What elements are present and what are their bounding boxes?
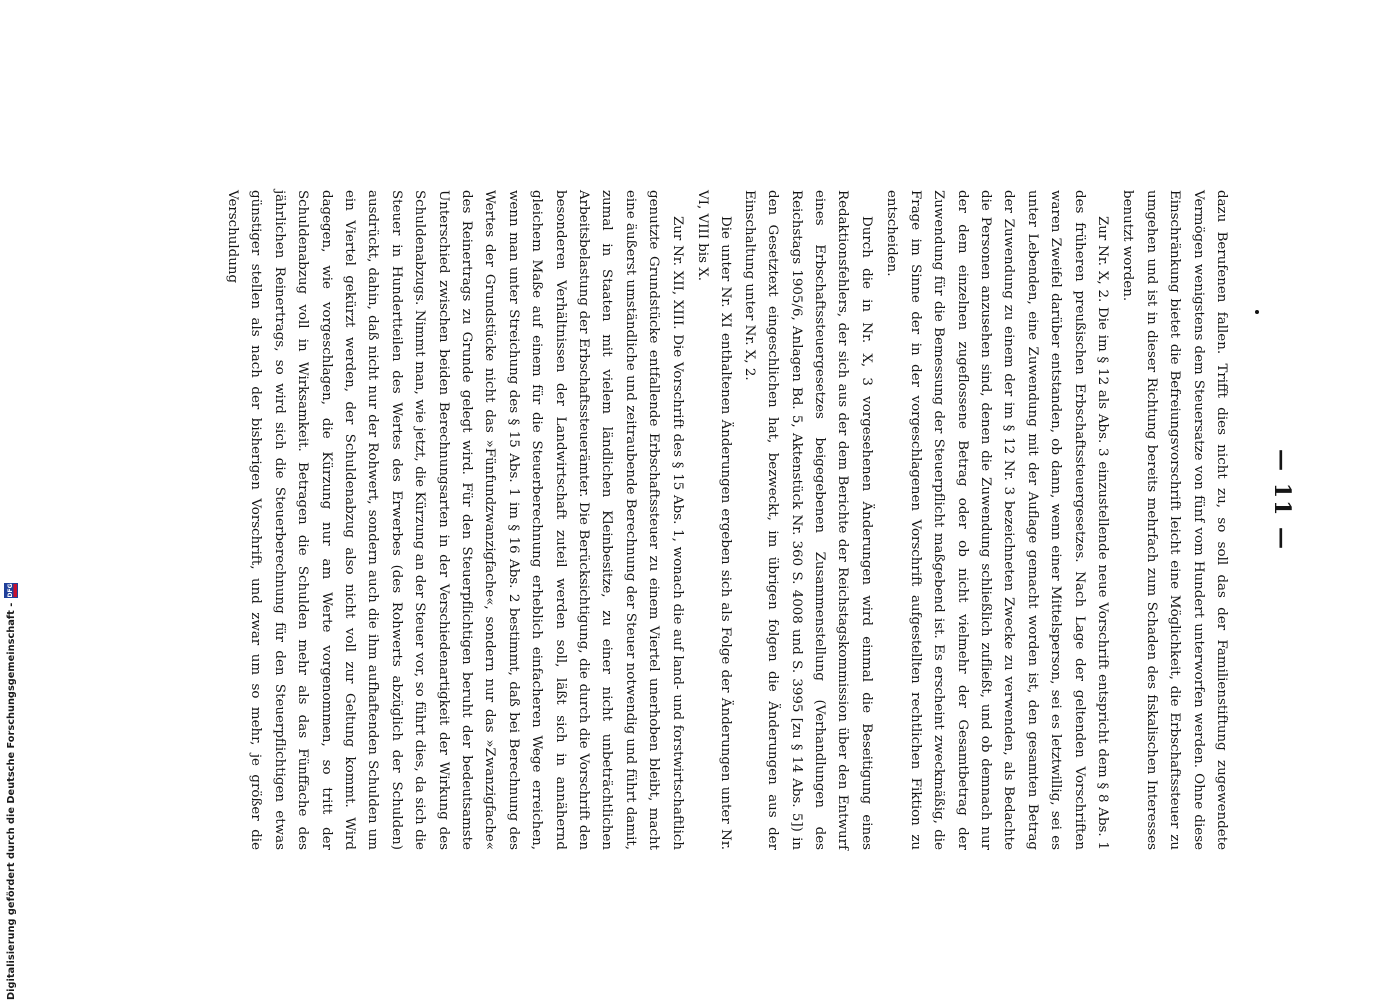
ink-dot	[1255, 310, 1259, 314]
paragraph-nr-x-3: Durch die in Nr. X, 3 vorgesehenen Änderungen wird einmal die Beseitigung eines Redaktionsfehlers, der sich aus der dem Berichte der Reichstagskommission über den Entwurf eines Erbschaftssteuergesetzes beigegebenen Zusammenstellung (Verhandlungen des Reichstags 1905/6, Anlagen Bd. 5, Aktenstück Nr. 360 S. 4008 und S. 3995 [zu § 14 Abs. 5]) in den Gesetztext eingeschlichen hat, bezweckt, im übrigen folgen die Änderungen aus der Einschaltung unter Nr. X, 2.	[741, 190, 874, 850]
paragraph-nr-xii-xiii: Zur Nr. XII, XIII. Die Vorschrift des § 15 Abs. 1, wonach die auf land- und forstwirtschaftlich genutzte Grundstücke entfallende Erbschaftssteuer zu einem Viertel unerhoben bleibt, macht eine äußerst umständliche und zeitraubende Berechnung der Steuer notwendig und führt damit, zumal in Staaten mit vielem ländlichen Kleinbesitze, zu einer nicht unbeträchtlichen Arbeitsbelastung der Erbschaftssteuerämter. Die Berücksichtigung, die durch die Vorschrift den besonderen Verhältnissen der Landwirtschaft zuteil werden soll, läßt sich in annähernd gleichem Maße auf einem für die Steuerberechnung erheblich einfacheren Wege erreichen, wenn man unter Streichung des § 15 Abs. 1 im § 16 Abs. 2 bestimmt, daß bei Berechnung des Wertes der Grundstücke nicht das »Fünfundzwanzigfache«, sondern nur das »Zwanzigfache« des Reinertrags zu Grunde gelegt wird. Für den Steuerpflichtigen beruht der bedeutsamste Unterschied zwischen beiden Berechnungsarten in der Verschiedenartigkeit der Wirkung des Schuldenabzugs. Nimmt man, wie jetzt, die Kürzung an der Steuer vor, so führt dies, da sich die Steuer in Hundertteilen des Wertes des Erwerbes (des Rohwerts abzüglich der Schulden) ausdrückt, dahin, daß nicht nur der Rohwert, sondern auch die ihm aufhaftenden Schulden um ein Viertel gekürzt werden, der Schuldenabzug also nicht voll zur Geltung kommt. Wird dagegen, wie vorgeschlagen, die Kürzung nur am Werte vorgenommen, so tritt der Schuldenabzug voll in Wirksamkeit. Betragen die Schulden mehr als das Fünffache des jährlichen Reinertrags, so wird sich die Steuerberechnung für den Steuerpflichtigen etwas günstiger stellen als nach der bisherigen Vorschrift, und zwar um so mehr, je größer die Verschuldung	[224, 190, 685, 850]
paragraph-nr-xi: Die unter Nr. XI enthaltenen Änderungen ergeben sich als Folge der Änderungen unter Nr. VI, VIII bis X.	[695, 190, 734, 850]
credit-text: Digitalisierung gefördert durch die Deutsche Forschungsgemeinschaft -	[5, 602, 17, 1000]
paragraph-continuation: dazu Berufenen fallen. Trifft dies nicht zu, so soll das der Familienstiftung zugewendete Vermögen wenigstens dem Steuersatze von fünf vom Hundert unterworfen werden. Ohne diese Einschränkung bietet die Befreiungsvorschrift leicht eine Möglichkeit, die Erbschaftssteuer zu umgehen und ist in dieser Richtung bereits mehrfach zum Schaden des fiskalischen Interesses benutzt worden.	[1120, 190, 1229, 850]
dfg-logo	[4, 583, 18, 598]
digitization-credit	[1, 0, 21, 1000]
paragraph-nr-x-2: Zur Nr. X, 2. Die im § 12 als Abs. 3 einzustellende neue Vorschrift entspricht dem § 8 Abs. 1 des früheren preußischen Erbschaftssteuergesetzes. Nach Lage der geltenden Vorschriften waren Zweifel darüber entstanden, ob dann, wenn einer Mittelsperson, sei es letztwillig, sei es unter Lebenden, eine Zuwendung mit der Auflage gemacht worden ist, den gesamten Betrag der Zuwendung zu einem der im § 12 Nr. 3 bezeichneten Zwecke zu verwenden, als Bedachte die Personen anzusehen sind, denen die Zuwendung schließlich zufließt, und ob demnach nur der dem einzelnen zugeflossene Betrag oder ob nicht vielmehr der Gesamtbetrag der Zuwendung für die Bemessung der Steuerpflicht maßgebend ist. Es erscheint zweckmäßig, die Frage im Sinne der in der vorgeschlagenen Vorschrift aufgestellten rechtlichen Fiktion zu entscheiden.	[884, 190, 1110, 850]
page-number: — 11 —	[1269, 449, 1295, 551]
dfg-logo-lettering: DFG	[7, 583, 14, 598]
body-text	[221, 190, 1233, 850]
